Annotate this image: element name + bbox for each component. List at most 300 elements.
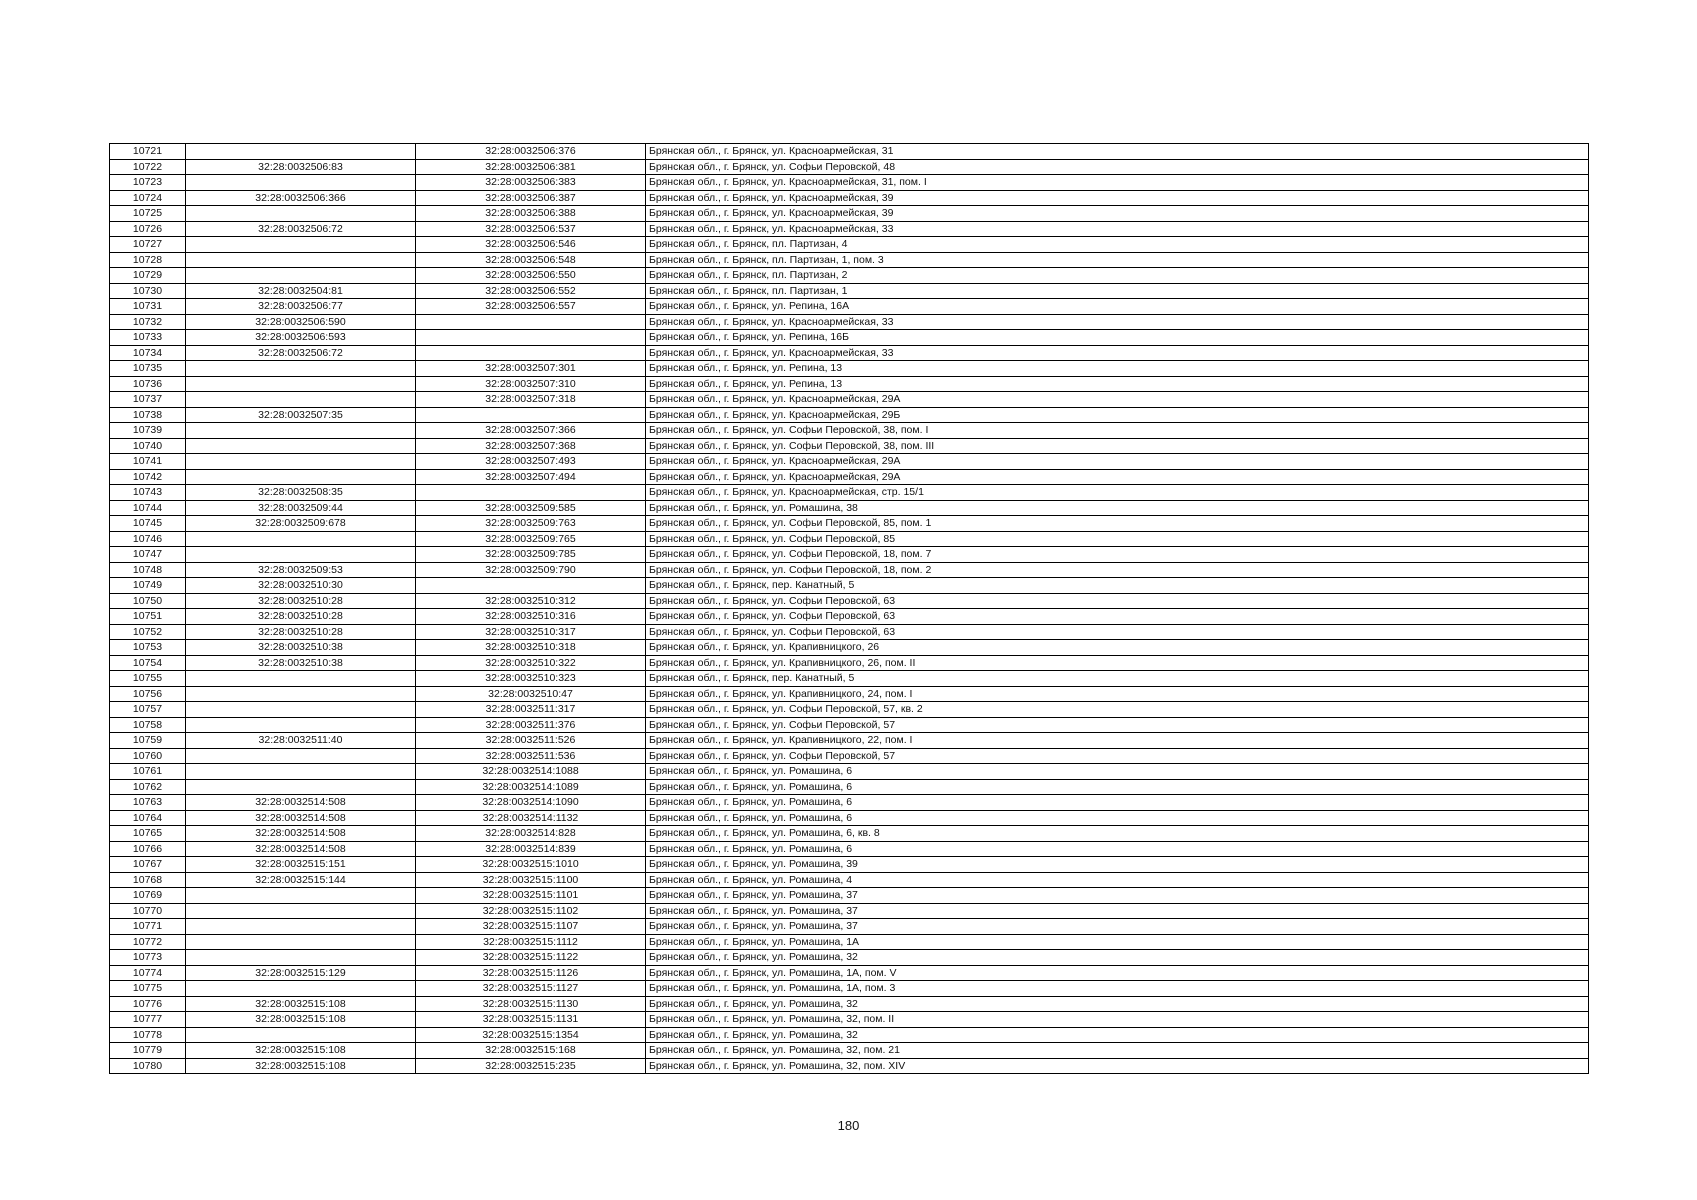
cadastral-number-cell <box>416 407 646 423</box>
address-cell: Брянская обл., г. Брянск, ул. Ромашина, 6 <box>646 810 1589 826</box>
cadastral-number-cell <box>416 485 646 501</box>
table-row <box>110 764 1589 780</box>
parent-cadastral-cell <box>186 423 416 439</box>
row-number-cell: 10737 <box>110 392 186 408</box>
cadastral-number-cell: 32:28:0032506:552 <box>416 283 646 299</box>
parent-cadastral-cell: 32:28:0032515:108 <box>186 1043 416 1059</box>
address-cell: Брянская обл., г. Брянск, ул. Ромашина, 37 <box>646 888 1589 904</box>
parent-cadastral-cell <box>186 144 416 160</box>
row-number-cell: 10753 <box>110 640 186 656</box>
address-cell: Брянская обл., г. Брянск, ул. Ромашина, 1А, пом. 3 <box>646 981 1589 997</box>
table-row <box>110 1012 1589 1028</box>
parent-cadastral-cell <box>186 361 416 377</box>
table-row <box>110 252 1589 268</box>
address-cell: Брянская обл., г. Брянск, ул. Крапивницкого, 22, пом. I <box>646 733 1589 749</box>
table-row <box>110 438 1589 454</box>
parent-cadastral-cell: 32:28:0032506:593 <box>186 330 416 346</box>
table-row <box>110 965 1589 981</box>
address-cell: Брянская обл., г. Брянск, ул. Софьи Перовской, 63 <box>646 609 1589 625</box>
row-number-cell: 10776 <box>110 996 186 1012</box>
address-cell: Брянская обл., г. Брянск, ул. Софьи Перовской, 63 <box>646 624 1589 640</box>
address-cell: Брянская обл., г. Брянск, ул. Красноармейская, 29А <box>646 454 1589 470</box>
cadastral-number-cell: 32:28:0032511:526 <box>416 733 646 749</box>
cadastral-number-cell: 32:28:0032510:47 <box>416 686 646 702</box>
table-row <box>110 748 1589 764</box>
cadastral-number-cell: 32:28:0032515:1100 <box>416 872 646 888</box>
cadastral-number-cell: 32:28:0032511:376 <box>416 717 646 733</box>
parent-cadastral-cell: 32:28:0032509:44 <box>186 500 416 516</box>
row-number-cell: 10759 <box>110 733 186 749</box>
cadastral-number-cell: 32:28:0032510:318 <box>416 640 646 656</box>
address-cell: Брянская обл., г. Брянск, пер. Канатный, 5 <box>646 578 1589 594</box>
address-cell: Брянская обл., г. Брянск, ул. Софьи Перовской, 38, пом. I <box>646 423 1589 439</box>
row-number-cell: 10772 <box>110 934 186 950</box>
row-number-cell: 10758 <box>110 717 186 733</box>
table-row <box>110 469 1589 485</box>
row-number-cell: 10740 <box>110 438 186 454</box>
address-cell: Брянская обл., г. Брянск, ул. Репина, 13 <box>646 361 1589 377</box>
table-row <box>110 361 1589 377</box>
parent-cadastral-cell: 32:28:0032515:129 <box>186 965 416 981</box>
cadastral-number-cell: 32:28:0032515:235 <box>416 1058 646 1074</box>
address-cell: Брянская обл., г. Брянск, ул. Ромашина, 37 <box>646 919 1589 935</box>
table-row <box>110 206 1589 222</box>
table-row <box>110 407 1589 423</box>
cadastral-number-cell: 32:28:0032509:763 <box>416 516 646 532</box>
parent-cadastral-cell: 32:28:0032506:72 <box>186 221 416 237</box>
cadastral-number-cell: 32:28:0032510:317 <box>416 624 646 640</box>
row-number-cell: 10768 <box>110 872 186 888</box>
cadastral-number-cell: 32:28:0032514:1132 <box>416 810 646 826</box>
cadastral-number-cell: 32:28:0032507:368 <box>416 438 646 454</box>
address-cell: Брянская обл., г. Брянск, ул. Софьи Перовской, 48 <box>646 159 1589 175</box>
row-number-cell: 10742 <box>110 469 186 485</box>
address-cell: Брянская обл., г. Брянск, ул. Ромашина, 32, пом. 21 <box>646 1043 1589 1059</box>
parent-cadastral-cell: 32:28:0032511:40 <box>186 733 416 749</box>
cadastral-number-cell: 32:28:0032515:1126 <box>416 965 646 981</box>
cadastral-number-cell: 32:28:0032514:839 <box>416 841 646 857</box>
parent-cadastral-cell <box>186 252 416 268</box>
cadastral-number-cell: 32:28:0032507:493 <box>416 454 646 470</box>
row-number-cell: 10750 <box>110 593 186 609</box>
table-row <box>110 454 1589 470</box>
address-cell: Брянская обл., г. Брянск, пл. Партизан, 1, пом. 3 <box>646 252 1589 268</box>
parent-cadastral-cell <box>186 671 416 687</box>
address-cell: Брянская обл., г. Брянск, ул. Софьи Перовской, 38, пом. III <box>646 438 1589 454</box>
parent-cadastral-cell <box>186 237 416 253</box>
row-number-cell: 10725 <box>110 206 186 222</box>
address-cell: Брянская обл., г. Брянск, ул. Софьи Перовской, 57 <box>646 717 1589 733</box>
row-number-cell: 10773 <box>110 950 186 966</box>
row-number-cell: 10777 <box>110 1012 186 1028</box>
table-row <box>110 903 1589 919</box>
row-number-cell: 10748 <box>110 562 186 578</box>
parent-cadastral-cell: 32:28:0032515:108 <box>186 996 416 1012</box>
row-number-cell: 10733 <box>110 330 186 346</box>
parent-cadastral-cell <box>186 392 416 408</box>
parent-cadastral-cell <box>186 919 416 935</box>
cadastral-number-cell <box>416 330 646 346</box>
row-number-cell: 10734 <box>110 345 186 361</box>
table-row <box>110 655 1589 671</box>
table-row <box>110 717 1589 733</box>
address-cell: Брянская обл., г. Брянск, ул. Красноармейская, 31, пом. I <box>646 175 1589 191</box>
row-number-cell: 10746 <box>110 531 186 547</box>
parent-cadastral-cell: 32:28:0032515:144 <box>186 872 416 888</box>
address-cell: Брянская обл., г. Брянск, ул. Ромашина, 1А <box>646 934 1589 950</box>
row-number-cell: 10771 <box>110 919 186 935</box>
parent-cadastral-cell: 32:28:0032514:508 <box>186 841 416 857</box>
address-cell: Брянская обл., г. Брянск, ул. Ромашина, 32 <box>646 1027 1589 1043</box>
parent-cadastral-cell: 32:28:0032510:38 <box>186 655 416 671</box>
parent-cadastral-cell: 32:28:0032514:508 <box>186 810 416 826</box>
cadastral-number-cell: 32:28:0032506:548 <box>416 252 646 268</box>
row-number-cell: 10779 <box>110 1043 186 1059</box>
cadastral-number-cell: 32:28:0032506:388 <box>416 206 646 222</box>
table-row <box>110 624 1589 640</box>
parent-cadastral-cell <box>186 175 416 191</box>
parent-cadastral-cell: 32:28:0032515:108 <box>186 1058 416 1074</box>
parent-cadastral-cell: 32:28:0032506:590 <box>186 314 416 330</box>
parent-cadastral-cell <box>186 764 416 780</box>
address-cell: Брянская обл., г. Брянск, ул. Красноармейская, 39 <box>646 206 1589 222</box>
row-number-cell: 10741 <box>110 454 186 470</box>
row-number-cell: 10738 <box>110 407 186 423</box>
cadastral-number-cell: 32:28:0032515:1130 <box>416 996 646 1012</box>
address-cell: Брянская обл., г. Брянск, пер. Канатный, 5 <box>646 671 1589 687</box>
cadastral-number-cell: 32:28:0032515:1102 <box>416 903 646 919</box>
row-number-cell: 10728 <box>110 252 186 268</box>
cadastral-number-cell: 32:28:0032515:1131 <box>416 1012 646 1028</box>
row-number-cell: 10752 <box>110 624 186 640</box>
address-cell: Брянская обл., г. Брянск, ул. Софьи Перовской, 18, пом. 2 <box>646 562 1589 578</box>
table-row <box>110 190 1589 206</box>
table-row <box>110 423 1589 439</box>
row-number-cell: 10767 <box>110 857 186 873</box>
table-row <box>110 640 1589 656</box>
address-cell: Брянская обл., г. Брянск, ул. Репина, 13 <box>646 376 1589 392</box>
row-number-cell: 10736 <box>110 376 186 392</box>
address-cell: Брянская обл., г. Брянск, ул. Красноармейская, 39 <box>646 190 1589 206</box>
table-row <box>110 500 1589 516</box>
cadastral-number-cell: 32:28:0032515:168 <box>416 1043 646 1059</box>
address-cell: Брянская обл., г. Брянск, ул. Ромашина, 6 <box>646 764 1589 780</box>
cadastral-number-cell: 32:28:0032515:1127 <box>416 981 646 997</box>
cadastral-number-cell <box>416 314 646 330</box>
cadastral-number-cell: 32:28:0032514:1090 <box>416 795 646 811</box>
address-cell: Брянская обл., г. Брянск, ул. Ромашина, 4 <box>646 872 1589 888</box>
parent-cadastral-cell <box>186 950 416 966</box>
row-number-cell: 10751 <box>110 609 186 625</box>
cadastral-number-cell: 32:28:0032515:1354 <box>416 1027 646 1043</box>
row-number-cell: 10757 <box>110 702 186 718</box>
row-number-cell: 10755 <box>110 671 186 687</box>
data-table <box>109 143 1589 1074</box>
cadastral-number-cell: 32:28:0032514:828 <box>416 826 646 842</box>
address-cell: Брянская обл., г. Брянск, ул. Красноармейская, 29Б <box>646 407 1589 423</box>
address-cell: Брянская обл., г. Брянск, ул. Репина, 16А <box>646 299 1589 315</box>
address-cell: Брянская обл., г. Брянск, ул. Красноармейская, 29А <box>646 469 1589 485</box>
row-number-cell: 10769 <box>110 888 186 904</box>
parent-cadastral-cell: 32:28:0032514:508 <box>186 795 416 811</box>
address-cell: Брянская обл., г. Брянск, ул. Ромашина, 39 <box>646 857 1589 873</box>
parent-cadastral-cell: 32:28:0032510:28 <box>186 609 416 625</box>
table-row <box>110 779 1589 795</box>
table-row <box>110 733 1589 749</box>
table-row <box>110 578 1589 594</box>
parent-cadastral-cell: 32:28:0032506:83 <box>186 159 416 175</box>
address-cell: Брянская обл., г. Брянск, ул. Красноармейская, 33 <box>646 221 1589 237</box>
table-row <box>110 888 1589 904</box>
row-number-cell: 10770 <box>110 903 186 919</box>
address-cell: Брянская обл., г. Брянск, ул. Софьи Перовской, 85, пом. 1 <box>646 516 1589 532</box>
table-row <box>110 671 1589 687</box>
table-row <box>110 872 1589 888</box>
table-row <box>110 299 1589 315</box>
row-number-cell: 10745 <box>110 516 186 532</box>
table-row <box>110 826 1589 842</box>
cadastral-number-cell: 32:28:0032509:765 <box>416 531 646 547</box>
parent-cadastral-cell: 32:28:0032507:35 <box>186 407 416 423</box>
address-cell: Брянская обл., г. Брянск, ул. Софьи Перовской, 63 <box>646 593 1589 609</box>
parent-cadastral-cell <box>186 748 416 764</box>
table-row <box>110 795 1589 811</box>
row-number-cell: 10724 <box>110 190 186 206</box>
parent-cadastral-cell: 32:28:0032508:35 <box>186 485 416 501</box>
address-cell: Брянская обл., г. Брянск, ул. Ромашина, 32 <box>646 996 1589 1012</box>
row-number-cell: 10739 <box>110 423 186 439</box>
cadastral-number-cell: 32:28:0032509:585 <box>416 500 646 516</box>
row-number-cell: 10744 <box>110 500 186 516</box>
cadastral-number-cell: 32:28:0032514:1089 <box>416 779 646 795</box>
table-row <box>110 562 1589 578</box>
page-number: 180 <box>837 1118 860 1133</box>
cadastral-number-cell: 32:28:0032511:536 <box>416 748 646 764</box>
cadastral-number-cell <box>416 345 646 361</box>
table-body <box>110 144 1589 1074</box>
parent-cadastral-cell: 32:28:0032510:28 <box>186 624 416 640</box>
parent-cadastral-cell <box>186 1027 416 1043</box>
table-row <box>110 330 1589 346</box>
row-number-cell: 10763 <box>110 795 186 811</box>
parent-cadastral-cell <box>186 206 416 222</box>
cadastral-number-cell: 32:28:0032506:537 <box>416 221 646 237</box>
address-cell: Брянская обл., г. Брянск, ул. Софьи Перовской, 18, пом. 7 <box>646 547 1589 563</box>
row-number-cell: 10731 <box>110 299 186 315</box>
address-cell: Брянская обл., г. Брянск, ул. Красноармейская, 33 <box>646 345 1589 361</box>
table-row <box>110 593 1589 609</box>
row-number-cell: 10721 <box>110 144 186 160</box>
row-number-cell: 10730 <box>110 283 186 299</box>
address-cell: Брянская обл., г. Брянск, ул. Ромашина, 6 <box>646 795 1589 811</box>
row-number-cell: 10774 <box>110 965 186 981</box>
parent-cadastral-cell: 32:28:0032515:151 <box>186 857 416 873</box>
row-number-cell: 10765 <box>110 826 186 842</box>
parent-cadastral-cell: 32:28:0032504:81 <box>186 283 416 299</box>
cadastral-number-cell <box>416 578 646 594</box>
address-cell: Брянская обл., г. Брянск, ул. Репина, 16Б <box>646 330 1589 346</box>
address-cell: Брянская обл., г. Брянск, ул. Ромашина, 32, пом. II <box>646 1012 1589 1028</box>
parent-cadastral-cell: 32:28:0032509:678 <box>186 516 416 532</box>
table-row <box>110 221 1589 237</box>
cadastral-number-cell: 32:28:0032511:317 <box>416 702 646 718</box>
row-number-cell: 10754 <box>110 655 186 671</box>
parent-cadastral-cell: 32:28:0032510:38 <box>186 640 416 656</box>
row-number-cell: 10778 <box>110 1027 186 1043</box>
cadastral-number-cell: 32:28:0032515:1112 <box>416 934 646 950</box>
table-row <box>110 857 1589 873</box>
parent-cadastral-cell: 32:28:0032510:28 <box>186 593 416 609</box>
table-row <box>110 314 1589 330</box>
table-row <box>110 531 1589 547</box>
cadastral-number-cell: 32:28:0032515:1107 <box>416 919 646 935</box>
row-number-cell: 10747 <box>110 547 186 563</box>
parent-cadastral-cell <box>186 268 416 284</box>
address-cell: Брянская обл., г. Брянск, ул. Крапивницкого, 24, пом. I <box>646 686 1589 702</box>
table-row <box>110 547 1589 563</box>
parent-cadastral-cell <box>186 981 416 997</box>
table-row <box>110 283 1589 299</box>
table-row <box>110 268 1589 284</box>
parent-cadastral-cell: 32:28:0032510:30 <box>186 578 416 594</box>
cadastral-number-cell: 32:28:0032506:387 <box>416 190 646 206</box>
address-cell: Брянская обл., г. Брянск, ул. Ромашина, 38 <box>646 500 1589 516</box>
address-cell: Брянская обл., г. Брянск, ул. Ромашина, 32, пом. XIV <box>646 1058 1589 1074</box>
table-row <box>110 485 1589 501</box>
parent-cadastral-cell: 32:28:0032506:72 <box>186 345 416 361</box>
cadastral-number-cell: 32:28:0032509:785 <box>416 547 646 563</box>
table-row <box>110 996 1589 1012</box>
parent-cadastral-cell <box>186 686 416 702</box>
table-row <box>110 237 1589 253</box>
table-row <box>110 376 1589 392</box>
parent-cadastral-cell <box>186 717 416 733</box>
cadastral-number-cell: 32:28:0032506:557 <box>416 299 646 315</box>
address-cell: Брянская обл., г. Брянск, пл. Партизан, 1 <box>646 283 1589 299</box>
address-cell: Брянская обл., г. Брянск, ул. Крапивницкого, 26 <box>646 640 1589 656</box>
row-number-cell: 10761 <box>110 764 186 780</box>
row-number-cell: 10764 <box>110 810 186 826</box>
address-cell: Брянская обл., г. Брянск, ул. Софьи Перовской, 57, кв. 2 <box>646 702 1589 718</box>
table-row <box>110 686 1589 702</box>
row-number-cell: 10722 <box>110 159 186 175</box>
row-number-cell: 10726 <box>110 221 186 237</box>
cadastral-number-cell: 32:28:0032507:318 <box>416 392 646 408</box>
cadastral-number-cell: 32:28:0032506:550 <box>416 268 646 284</box>
parent-cadastral-cell: 32:28:0032514:508 <box>186 826 416 842</box>
cadastral-number-cell: 32:28:0032507:301 <box>416 361 646 377</box>
table-row <box>110 1043 1589 1059</box>
parent-cadastral-cell: 32:28:0032506:366 <box>186 190 416 206</box>
row-number-cell: 10756 <box>110 686 186 702</box>
cadastral-number-cell: 32:28:0032510:322 <box>416 655 646 671</box>
cadastral-number-cell: 32:28:0032506:383 <box>416 175 646 191</box>
parent-cadastral-cell <box>186 702 416 718</box>
cadastral-number-cell: 32:28:0032515:1010 <box>416 857 646 873</box>
address-cell: Брянская обл., г. Брянск, ул. Красноармейская, стр. 15/1 <box>646 485 1589 501</box>
table-row <box>110 1058 1589 1074</box>
parent-cadastral-cell: 32:28:0032506:77 <box>186 299 416 315</box>
cadastral-number-cell: 32:28:0032507:366 <box>416 423 646 439</box>
cadastral-number-cell: 32:28:0032510:316 <box>416 609 646 625</box>
cadastral-number-cell: 32:28:0032514:1088 <box>416 764 646 780</box>
cadastral-number-cell: 32:28:0032510:323 <box>416 671 646 687</box>
address-cell: Брянская обл., г. Брянск, ул. Ромашина, 6 <box>646 779 1589 795</box>
table-row <box>110 810 1589 826</box>
cadastral-number-cell: 32:28:0032506:381 <box>416 159 646 175</box>
address-cell: Брянская обл., г. Брянск, ул. Ромашина, 1А, пом. V <box>646 965 1589 981</box>
cadastral-number-cell: 32:28:0032507:310 <box>416 376 646 392</box>
table-row <box>110 175 1589 191</box>
address-cell: Брянская обл., г. Брянск, ул. Софьи Перовской, 85 <box>646 531 1589 547</box>
row-number-cell: 10762 <box>110 779 186 795</box>
row-number-cell: 10729 <box>110 268 186 284</box>
table-row <box>110 981 1589 997</box>
parent-cadastral-cell: 32:28:0032509:53 <box>186 562 416 578</box>
row-number-cell: 10735 <box>110 361 186 377</box>
parent-cadastral-cell <box>186 376 416 392</box>
cadastral-number-cell: 32:28:0032510:312 <box>416 593 646 609</box>
cadastral-number-cell: 32:28:0032509:790 <box>416 562 646 578</box>
parent-cadastral-cell: 32:28:0032515:108 <box>186 1012 416 1028</box>
table-row <box>110 934 1589 950</box>
parent-cadastral-cell <box>186 454 416 470</box>
table-row <box>110 609 1589 625</box>
address-cell: Брянская обл., г. Брянск, ул. Красноармейская, 33 <box>646 314 1589 330</box>
parent-cadastral-cell <box>186 934 416 950</box>
row-number-cell: 10766 <box>110 841 186 857</box>
address-cell: Брянская обл., г. Брянск, пл. Партизан, 4 <box>646 237 1589 253</box>
address-cell: Брянская обл., г. Брянск, пл. Партизан, 2 <box>646 268 1589 284</box>
parent-cadastral-cell <box>186 438 416 454</box>
address-cell: Брянская обл., г. Брянск, ул. Ромашина, 32 <box>646 950 1589 966</box>
row-number-cell: 10723 <box>110 175 186 191</box>
table-row <box>110 919 1589 935</box>
table-row <box>110 144 1589 160</box>
row-number-cell: 10749 <box>110 578 186 594</box>
cadastral-number-cell: 32:28:0032515:1101 <box>416 888 646 904</box>
address-cell: Брянская обл., г. Брянск, ул. Ромашина, 6, кв. 8 <box>646 826 1589 842</box>
row-number-cell: 10743 <box>110 485 186 501</box>
address-cell: Брянская обл., г. Брянск, ул. Ромашина, 37 <box>646 903 1589 919</box>
cadastral-number-cell: 32:28:0032506:546 <box>416 237 646 253</box>
parent-cadastral-cell <box>186 903 416 919</box>
row-number-cell: 10760 <box>110 748 186 764</box>
address-cell: Брянская обл., г. Брянск, ул. Ромашина, 6 <box>646 841 1589 857</box>
cadastral-number-cell: 32:28:0032515:1122 <box>416 950 646 966</box>
row-number-cell: 10780 <box>110 1058 186 1074</box>
address-cell: Брянская обл., г. Брянск, ул. Красноармейская, 29А <box>646 392 1589 408</box>
table-row <box>110 392 1589 408</box>
parent-cadastral-cell <box>186 779 416 795</box>
parent-cadastral-cell <box>186 531 416 547</box>
row-number-cell: 10727 <box>110 237 186 253</box>
address-cell: Брянская обл., г. Брянск, ул. Крапивницкого, 26, пом. II <box>646 655 1589 671</box>
cadastral-number-cell: 32:28:0032506:376 <box>416 144 646 160</box>
parent-cadastral-cell <box>186 469 416 485</box>
table-row <box>110 1027 1589 1043</box>
address-cell: Брянская обл., г. Брянск, ул. Софьи Перовской, 57 <box>646 748 1589 764</box>
cadastral-number-cell: 32:28:0032507:494 <box>416 469 646 485</box>
row-number-cell: 10732 <box>110 314 186 330</box>
address-cell: Брянская обл., г. Брянск, ул. Красноармейская, 31 <box>646 144 1589 160</box>
table-row <box>110 702 1589 718</box>
parent-cadastral-cell <box>186 888 416 904</box>
table-row <box>110 159 1589 175</box>
row-number-cell: 10775 <box>110 981 186 997</box>
table-row <box>110 516 1589 532</box>
table-row <box>110 841 1589 857</box>
